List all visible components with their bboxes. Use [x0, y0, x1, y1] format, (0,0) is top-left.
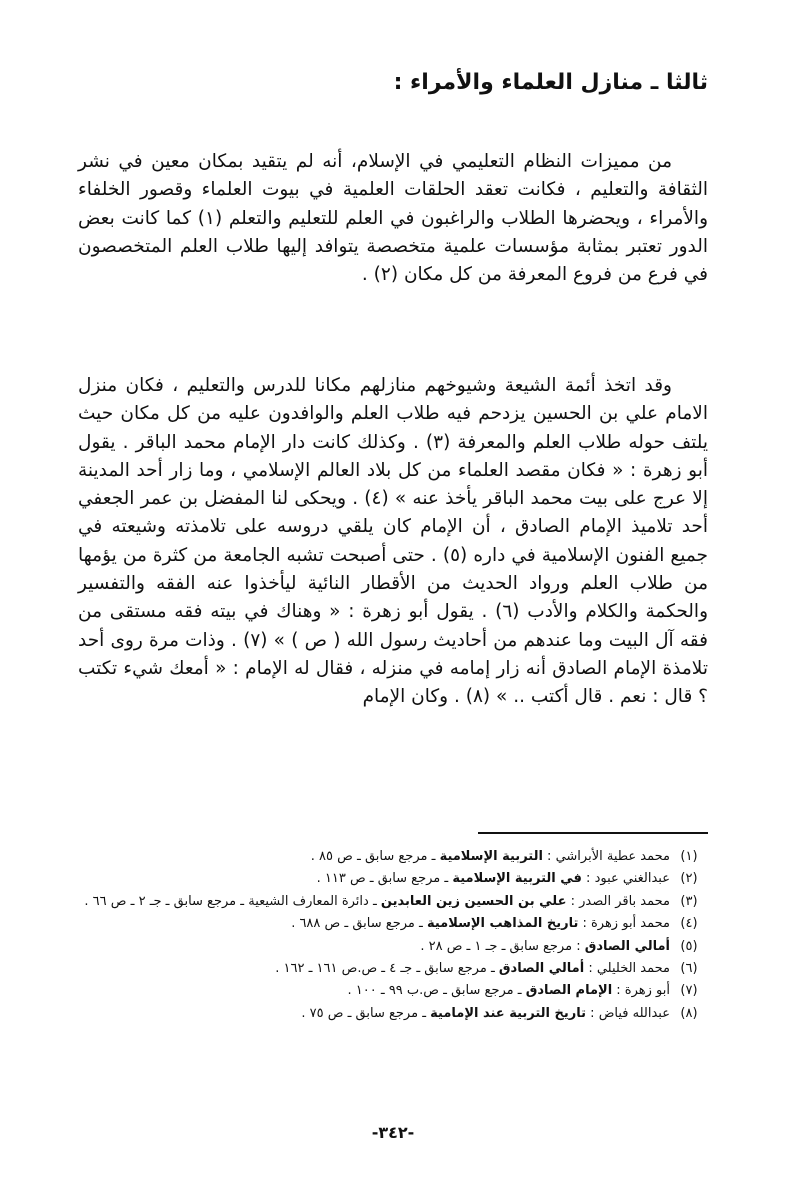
footnote — [78, 891, 708, 913]
footnote-text: عبدالله فياض : تاريخ التربية عند الإمامية ـ مرجع سابق ـ ص ٧٥ . — [301, 1005, 670, 1021]
footnote-number: (٧) — [680, 983, 698, 999]
footnotes-list — [78, 846, 708, 1025]
footnote-text: محمد الخليلي : أمالي الصادق ـ مرجع سابق ـ جـ ٤ ـ ص.ص ١٦١ ـ ١٦٢ . — [275, 961, 670, 977]
page-number: -٣٤٢- — [371, 1123, 415, 1142]
footnote-divider — [478, 832, 708, 834]
book-page — [78, 60, 708, 1160]
footnote-number: (٤) — [680, 916, 698, 932]
footnote — [78, 936, 708, 958]
footnote-source-title: الإمام الصادق — [525, 983, 613, 999]
footnote-source-title: تاريخ التربية عند الإمامية — [430, 1005, 587, 1021]
section-heading: ثالثا ـ منازل العلماء والأمراء : — [393, 70, 708, 95]
footnote — [78, 913, 708, 935]
footnote — [78, 1003, 708, 1025]
paragraph-scholars-homes: من مميزات النظام التعليمي في الإسلام، أنه لم يتقيد بمكان معين في نشر الثقافة والتعليم ، فكانت تعقد الحلقات العلمية في بيوت العلماء وقصور الخلفاء والأمراء ، ويحضرها الطلاب والراغبون في العلم للتعليم والتعلم (١) كما كانت بعض الدور تعتبر بمثابة مؤسسات علمية متخصصة يتوافد إليها طلاب العلم المتخصصون في فرع من فروع المعرفة من كل مكان (٢) . — [78, 151, 708, 286]
footnote — [78, 958, 708, 980]
footnote — [78, 980, 708, 1002]
footnote-text: محمد باقر الصدر : علي بن الحسين زين العابدين ـ دائرة المعارف الشيعية ـ مرجع سابق ـ جـ ٢ ـ ص ٦٦ . — [84, 893, 670, 909]
footnote-source-title: التربية الإسلامية — [439, 849, 543, 864]
footnote-source-title: تاريخ المذاهب الإسلامية — [426, 916, 579, 932]
footnote-text: عبدالغني عبود : في التربية الإسلامية ـ مرجع سابق ـ ص ١١٣ . — [316, 871, 670, 887]
paragraph-shia-imams-homes: وقد اتخذ أئمة الشيعة وشيوخهم منازلهم مكانا للدرس والتعليم ، فكان منزل الامام علي بن الحسين يزدحم فيه طلاب العلم والوافدون عليه من كل مكان حيث يلتف حوله طلاب العلم والمعرفة (٣) . وكذلك كانت دار الإمام محمد الباقر . يقول أبو زهرة : « فكان مقصد العلماء من كل بلاد العالم الإسلامي ، وما زار أحد المدينة إلا عرج على بيت محمد الباقر يأخذ عنه » (٤) . ويحكى لنا المفضل بن عمر الجعفي أحد تلاميذ الإمام الصادق ، أن الإمام كان يلقي دروسه على تلامذته وشيعته في جميع الفنون الإسلامية في داره (٥) . حتى أصبحت تشبه الجامعة من كثرة من يؤمها من طلاب العلم ورواد الحديث من الأقطار النائية ليأخذوا عنه الفقه والتفسير والحكمة والكلام والأدب (٦) . يقول أبو زهرة : « وهناك في بيته فقه مستقى من فقه آل البيت وما عندهم من أحاديث رسول الله ( ص ) » (٧) . وذات مرة روى أحد تلامذة الإمام الصادق أنه زار إمامه في منزله ، فقال له الإمام : « أمعك شيء تكتب ؟ قال : نعم . قال أكتب .. » (٨) . وكان الإمام — [78, 375, 708, 708]
footnote-number: (٥) — [680, 938, 698, 954]
footnote-source-title: أمالي الصادق — [498, 961, 585, 977]
footnote — [78, 868, 708, 890]
footnote-source-title: علي بن الحسين زين العابدين — [380, 893, 567, 909]
footnote-number: (٣) — [680, 893, 698, 909]
footnote-source-title: في التربية الإسلامية — [452, 871, 582, 887]
footnote-text: محمد عطية الأبراشي : التربية الإسلامية ـ مرجع سابق ـ ص ٨٥ . — [310, 849, 670, 864]
footnote-text: أبو زهرة : الإمام الصادق ـ مرجع سابق ـ ص.ب ٩٩ ـ ١٠٠ . — [347, 983, 670, 999]
footnote — [78, 846, 708, 868]
footnote-source-title: أمالي الصادق — [584, 938, 670, 954]
footnote-number: (٨) — [680, 1005, 698, 1021]
footnote-number: (٢) — [680, 871, 698, 887]
footnote-text: محمد أبو زهرة : تاريخ المذاهب الإسلامية ـ مرجع سابق ـ ص ٦٨٨ . — [291, 916, 670, 932]
footnote-text: أمالي الصادق : مرجع سابق ـ جـ ١ ـ ص ٢٨ . — [420, 938, 670, 954]
footnote-number: (١) — [680, 849, 698, 864]
footnote-number: (٦) — [680, 961, 698, 977]
